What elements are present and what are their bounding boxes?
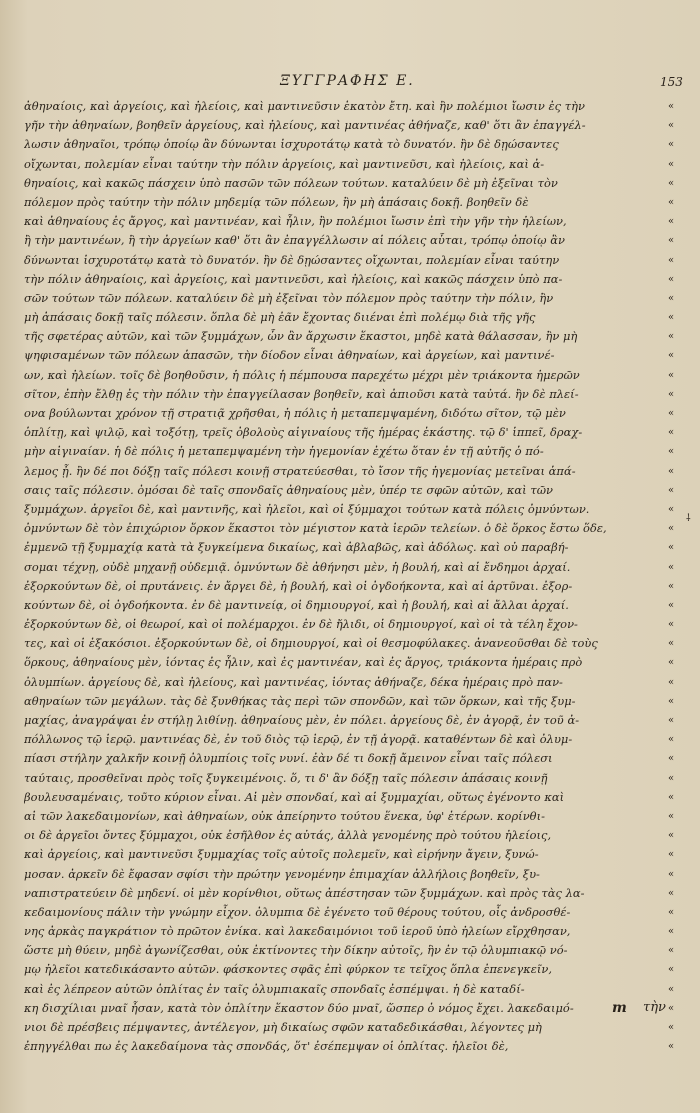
text-line: τὴν πόλιν ἀθηναίοις, καὶ ἀργείοις, καὶ μαντινεῦσι, καὶ ἠλείοις, καὶ κακῶς πάσχειν ὑπὸ πα- [24, 271, 563, 286]
quotation-mark-glyph: « [667, 196, 675, 208]
text-line: κούντων δὲ, οἱ ὀγδοήκοντα. ἐν δὲ μαντινείᾳ, οἱ δημιουργοί, καὶ ἡ βουλή, καὶ αἱ ἄλλαι ἀρχαί. [24, 597, 569, 612]
text-line: μοσαν. ἀρκεῖν δὲ ἔφασαν σφίσι τὴν πρώτην γενομένην ἐπιμαχίαν ἀλλήλοις βοηθεῖν, ξυ- [24, 866, 540, 881]
quotation-mark-glyph: « [667, 292, 675, 304]
quotation-mark-glyph: « [667, 427, 675, 439]
text-line: νιοι δὲ πρέσβεις πέμψαντες, ἀντέλεγον, μὴ δικαίως σφῶν καταδεδικάσθαι, λέγοντες μὴ [24, 1020, 542, 1034]
text-line: βουλευσαμέναις, τοῦτο κύριον εἶναι. Αἱ μὲν σπονδαί, καὶ αἱ ξυμμαχίαι, οὕτως ἐγένοντο καὶ [24, 789, 565, 804]
text-line: γῆν τὴν ἀθηναίων, βοηθεῖν ἀργείους, καὶ ἠλείους, καὶ μαντινέας ἀθήναζε, καθ' ὅτι ἂν ἐπαγγέλ- [24, 118, 586, 133]
quotation-mark-glyph: « [667, 657, 675, 669]
text-line: νης ἀρκὰς παγκράτιον τὸ πρῶτον ἐνίκα. καὶ λακεδαιμόνιοι τοῦ ἱεροῦ ὑπὸ ἠλείων εἴρχθησαν, [24, 924, 571, 939]
text-line: αἱ τῶν λακεδαιμονίων, καὶ ἀθηναίων, οὐκ ἀπείρηντο τούτου ἕνεκα, ὑφ' ἑτέρων. κορίνθι- [24, 808, 545, 823]
quotation-mark-glyph: « [667, 868, 675, 880]
text-line: πίασι στήλην χαλκῆν κοινῇ ὀλυμπίοις τοῖς νυνί. ἐὰν δέ τι δοκῇ ἄμεινον εἶναι ταῖς πόλεσι [24, 751, 553, 766]
text-line: ὥστε μὴ θύειν, μηδὲ ἀγωνίζεσθαι, οὐκ ἐκτίνοντες τὴν δίκην αὐτοῖς, ἣν ἐν τῷ ὀλυμπιακῷ νό- [24, 943, 568, 958]
text-line: λωσιν ἀθηναῖοι, τρόπῳ ὁποίῳ ἂν δύνωνται ἰσχυροτάτῳ κατὰ τὸ δυνατόν. ἢν δὲ δῃώσαντες [24, 137, 559, 152]
quotation-mark-glyph: « [667, 523, 675, 535]
quotation-mark-glyph: « [667, 580, 675, 592]
text-line: καὶ ἐς λέπρεον αὐτῶν ὁπλίτας ἐν ταῖς ὀλυμπιακαῖς σπονδαῖς ἐσπέμψαι. ἡ δὲ καταδί- [24, 981, 525, 996]
text-line: ταύταις, προσθεῖναι πρὸς τοῖς ξυγκειμένοις. ὅ, τι δ' ἂν δόξῃ ταῖς πόλεσιν ἁπάσαις κοινῇ [24, 770, 548, 785]
text-line: τες, καὶ οἱ ἑξακόσιοι. ἐξορκούντων δὲ, οἱ δημιουργοί, καὶ οἱ θεσμοφύλακες. ἀνανεοῦσθαι δὲ τοὺς [24, 636, 598, 651]
text-line: σῖτον, ἐπὴν ἔλθῃ ἐς τὴν πόλιν τὴν ἐπαγγείλασαν βοηθεῖν, καὶ ἀπιοῦσι κατὰ ταὐτά. ἢν δὲ πλεί- [24, 386, 579, 401]
quotation-mark-glyph: « [667, 139, 675, 151]
text-line: ἐξορκούντων δὲ, οἱ πρυτάνεις. ἐν ἄργει δὲ, ἡ βουλή, καὶ οἱ ὀγδοήκοντα, καὶ αἱ ἀρτῦναι. ἐξορ- [24, 578, 573, 593]
text-line: ξυμμάχων. ἀργεῖοι δὲ, καὶ μαντινῆς, καὶ ἠλεῖοι, καὶ οἱ ξύμμαχοι τούτων κατὰ πόλεις ὀμνύντων. [24, 501, 590, 516]
quotation-mark-glyph: « [667, 408, 675, 419]
text-line: σαις ταῖς πόλεσιν. ὀμόσαι δὲ ταῖς σπονδαῖς ἀθηναίους μὲν, ὑπέρ τε σφῶν αὐτῶν, καὶ τῶν [24, 482, 554, 497]
text-line: ἐμμενῶ τῇ ξυμμαχίᾳ κατὰ τὰ ξυγκείμενα δικαίως, καὶ ἀβλαβῶς, καὶ ἀδόλως. καὶ οὐ παραβή- [24, 540, 569, 555]
text-line: ἐξορκούντων δὲ, οἱ θεωροί, καὶ οἱ πολέμαρχοι. ἐν δὲ ἤλιδι, οἱ δημιουργοί, καὶ οἱ τὰ τέλη ἔχον- [24, 617, 578, 632]
text-line: ψηφισαμένων τῶν πόλεων ἁπασῶν, τὴν δίοδον εἶναι ἀθηναίων, καὶ ἀργείων, καὶ μαντινέ- [24, 348, 555, 363]
text-line: ἢ τὴν μαντινέων, ἢ τὴν ἀργείων καθ' ὅτι ἂν ἐπαγγέλλωσιν αἱ πόλεις αὗται, τρόπῳ ὁποίῳ ἂν [24, 233, 565, 248]
text-line: ἐπηγγέλθαι πω ἐς λακεδαίμονα τὰς σπονδάς, ὅτ' ἐσέπεμψαν οἱ ὁπλίτας. ἠλεῖοι δὲ, [24, 1039, 509, 1054]
quotation-mark-glyph: « [667, 791, 675, 803]
text-line: λεμος ᾖ. ἢν δέ ποι δόξῃ ταῖς πόλεσι κοινῇ στρατεύεσθαι, τὸ ἴσον τῆς ἡγεμονίας μετεῖναι ἁπά- [24, 463, 576, 478]
page-header [0, 73, 700, 95]
quotation-mark-glyph: « [667, 772, 675, 784]
text-line: ονα βούλωνται χρόνον τῇ στρατιᾷ χρῆσθαι, ἡ πόλις ἡ μεταπεμψαμένη, διδότω σῖτον, τῷ μὲν [24, 406, 566, 420]
quotation-mark-glyph: « [667, 561, 675, 573]
quotation-mark-glyph: « [667, 599, 675, 611]
quotation-mark-glyph: « [667, 503, 675, 515]
text-line: πόλεμον πρὸς ταύτην τὴν πόλιν μηδεμίᾳ τῶν πόλεων, ἢν μὴ ἁπάσαις δοκῇ. βοηθεῖν δὲ [24, 194, 529, 209]
quotation-mark-glyph: « [667, 676, 675, 688]
quotation-mark-glyph: « [667, 849, 675, 861]
quotation-mark-glyph: « [667, 945, 675, 957]
folio-number: 153 [660, 75, 683, 89]
quotation-mark-glyph: « [667, 235, 675, 247]
quotation-mark-glyph: « [667, 542, 675, 554]
catchword: τὴν [643, 1000, 666, 1015]
quotation-mark-glyph: « [667, 1022, 675, 1033]
text-line: αθηναίων τῶν μεγάλων. τὰς δὲ ξυνθήκας τὰς περὶ τῶν σπονδῶν, καὶ τῶν ὅρκων, καὶ τῆς ξυμ- [24, 693, 576, 708]
text-line: σῶν τούτων τῶν πόλεων. καταλύειν δὲ μὴ ἐξεῖναι τὸν πόλεμον πρὸς ταύτην τὴν πόλιν, ἢν [24, 290, 554, 305]
text-line: ἀθηναίοις, καὶ ἀργείοις, καὶ ἠλείοις, καὶ μαντινεῦσιν ἑκατὸν ἔτη. καὶ ἢν πολέμιοι ἴωσιν ἐς τὴν [24, 99, 585, 113]
quotation-mark-glyph: « [667, 715, 675, 726]
quotation-mark-glyph: « [667, 369, 675, 381]
margin-note-mark: ⸸ [686, 513, 691, 524]
quotation-mark-glyph: « [667, 158, 675, 170]
quotation-mark-glyph: « [667, 1041, 675, 1053]
quotation-mark-glyph: « [667, 465, 675, 477]
text-line: ὀμνύντων δὲ τὸν ἐπιχώριον ὅρκον ἕκαστοι τὸν μέγιστον κατὰ ἱερῶν τελείων. ὁ δὲ ὅρκος ἔστω ὅδε, [24, 521, 607, 536]
quotation-mark-glyph: « [667, 331, 675, 343]
main-text-block [24, 97, 652, 1056]
text-line: πόλλωνος τῷ ἱερῷ. μαντινέας δὲ, ἐν τοῦ διὸς τῷ ἱερῷ, ἐν τῇ ἀγορᾷ. καταθέντων δὲ καὶ ὀλυμ- [24, 732, 573, 747]
quotation-mark-glyph: « [667, 312, 675, 324]
quotation-mark-glyph: « [667, 734, 675, 746]
quotation-mark-glyph: « [667, 887, 675, 899]
quotation-mark-glyph: « [667, 983, 675, 995]
text-line: σομαι τέχνῃ, οὐδὲ μηχανῇ οὐδεμιᾷ. ὀμνύντων δὲ ἀθήνησι μὲν, ἡ βουλή, καὶ αἱ ἔνδημοι ἀρχαί. [24, 559, 571, 574]
signature-mark: m [612, 1000, 627, 1016]
text-line: ὅρκους, ἀθηναίους μὲν, ἰόντας ἐς ἦλιν, καὶ ἐς μαντινέαν, καὶ ἐς ἄργος, τριάκοντα ἡμέραις πρὸ [24, 655, 583, 670]
margin-quotation-marks [664, 97, 678, 1056]
text-line: καὶ ἀθηναίους ἐς ἄργος, καὶ μαντινέαν, καὶ ἦλιν, ἢν πολέμιοι ἴωσιν ἐπὶ τὴν γῆν τὴν ἠλείων, [24, 214, 567, 229]
quotation-mark-glyph: « [667, 120, 675, 132]
quotation-mark-glyph: « [667, 695, 675, 707]
quotation-mark-glyph: « [667, 964, 675, 976]
text-line: κη δισχίλιαι μναῖ ἦσαν, κατὰ τὸν ὁπλίτην ἕκαστον δύο μναῖ, ὥσπερ ὁ νόμος ἔχει. λακεδαιμό- [24, 1000, 574, 1015]
page-footer [0, 1000, 700, 1024]
quotation-mark-glyph: « [667, 273, 675, 285]
text-line: οι δὲ ἀργεῖοι ὄντες ξύμμαχοι, οὐκ ἐσῆλθον ἐς αὐτάς, ἀλλὰ γενομένης πρὸ τούτου ἠλείοις, [24, 828, 552, 843]
text-line: θηναίοις, καὶ κακῶς πάσχειν ὑπὸ πασῶν τῶν πόλεων τούτων. καταλύειν δὲ μὴ ἐξεῖναι τὸν [24, 175, 558, 190]
quotation-mark-glyph: « [667, 810, 675, 822]
text-line: μαχίας, ἀναγράψαι ἐν στήλῃ λιθίνῃ. ἀθηναίους μὲν, ἐν πόλει. ἀργείους δὲ, ἐν ἀγορᾷ, ἐν τοῦ ἀ- [24, 713, 580, 727]
text-line: ναπιστρατεύειν δὲ μηδενί. οἱ μὲν κορίνθιοι, οὕτως ἀπέστησαν τῶν ξυμμάχων. καὶ πρὸς τὰς λα- [24, 885, 585, 900]
quotation-mark-glyph: « [667, 830, 675, 842]
quotation-mark-glyph: « [667, 753, 675, 765]
text-line: ὀλυμπίων. ἀργείους δὲ, καὶ ἠλείους, καὶ μαντινέας, ἰόντας ἀθήναζε, δέκα ἡμέραις πρὸ παν- [24, 674, 563, 689]
text-line: ὁπλίτῃ, καὶ ψιλῷ, καὶ τοξότῃ, τρεῖς ὀβολοὺς αἰγιναίους τῆς ἡμέρας ἑκάστης. τῷ δ' ἱππεῖ, δραχ- [24, 425, 583, 440]
text-line: καὶ ἀργείοις, καὶ μαντινεῦσι ξυμμαχίας τοῖς αὐτοῖς πολεμεῖν, καὶ εἰρήνην ἄγειν, ξυνώ- [24, 847, 539, 862]
text-line: κεδαιμονίους πάλιν τὴν γνώμην εἶχον. ὀλυμπια δὲ ἐγένετο τοῦ θέρους τούτου, οἷς ἀνδροσθέ- [24, 904, 571, 919]
text-line: μὴν αἰγιναίαν. ἡ δὲ πόλις ἡ μεταπεμψαμένη τὴν ἡγεμονίαν ἐχέτω ὅταν ἐν τῇ αὐτῆς ὁ πό- [24, 444, 544, 459]
quotation-mark-glyph: « [667, 638, 675, 650]
text-line: τῆς σφετέρας αὐτῶν, καὶ τῶν ξυμμάχων, ὧν ἂν ἄρχωσιν ἕκαστοι, μηδὲ κατὰ θάλασσαν, ἢν μὴ [24, 329, 578, 344]
quotation-mark-glyph: « [667, 177, 675, 189]
running-title: ΞΥΓΓΡΑΦΗΣ Ε. [280, 73, 415, 89]
quotation-mark-glyph: « [667, 388, 675, 400]
text-line: οἴχωνται, πολεμίαν εἶναι ταύτην τὴν πόλιν ἀργείοις, καὶ μαντινεῦσι, καὶ ἠλείοις, καὶ ἀ- [24, 156, 545, 171]
quotation-mark-glyph: « [667, 926, 675, 938]
quotation-mark-glyph: « [667, 484, 675, 496]
text-line: μῳ ἠλεῖοι κατεδικάσαντο αὐτῶν. φάσκοντες σφᾶς ἐπὶ φύρκον τε τεῖχος ὅπλα ἐπενεγκεῖν, [24, 962, 553, 977]
quotation-mark-glyph: « [667, 216, 675, 228]
quotation-mark-glyph: « [667, 619, 675, 631]
text-line: ων, καὶ ἠλείων. τοῖς δὲ βοηθοῦσιν, ἡ πόλις ἡ πέμπουσα παρεχέτω μέχρι μὲν τριάκοντα ἡμερῶν [24, 367, 580, 382]
text-line: δύνωνται ἰσχυροτάτῳ κατὰ τὸ δυνατόν. ἢν δὲ δῃώσαντες οἴχωνται, πολεμίαν εἶναι ταύτην [24, 252, 560, 267]
quotation-mark-glyph: « [667, 906, 675, 918]
quotation-mark-glyph: « [667, 1002, 675, 1014]
quotation-mark-glyph: « [667, 254, 675, 266]
quotation-mark-glyph: « [667, 350, 675, 362]
quotation-mark-glyph: « [667, 446, 675, 458]
text-line: μὴ ἁπάσαις δοκῇ ταῖς πόλεσιν. ὅπλα δὲ μὴ ἐᾶν ἔχοντας διιέναι ἐπὶ πολέμῳ διὰ τῆς γῆς [24, 310, 536, 325]
quotation-mark-glyph: « [667, 101, 675, 112]
